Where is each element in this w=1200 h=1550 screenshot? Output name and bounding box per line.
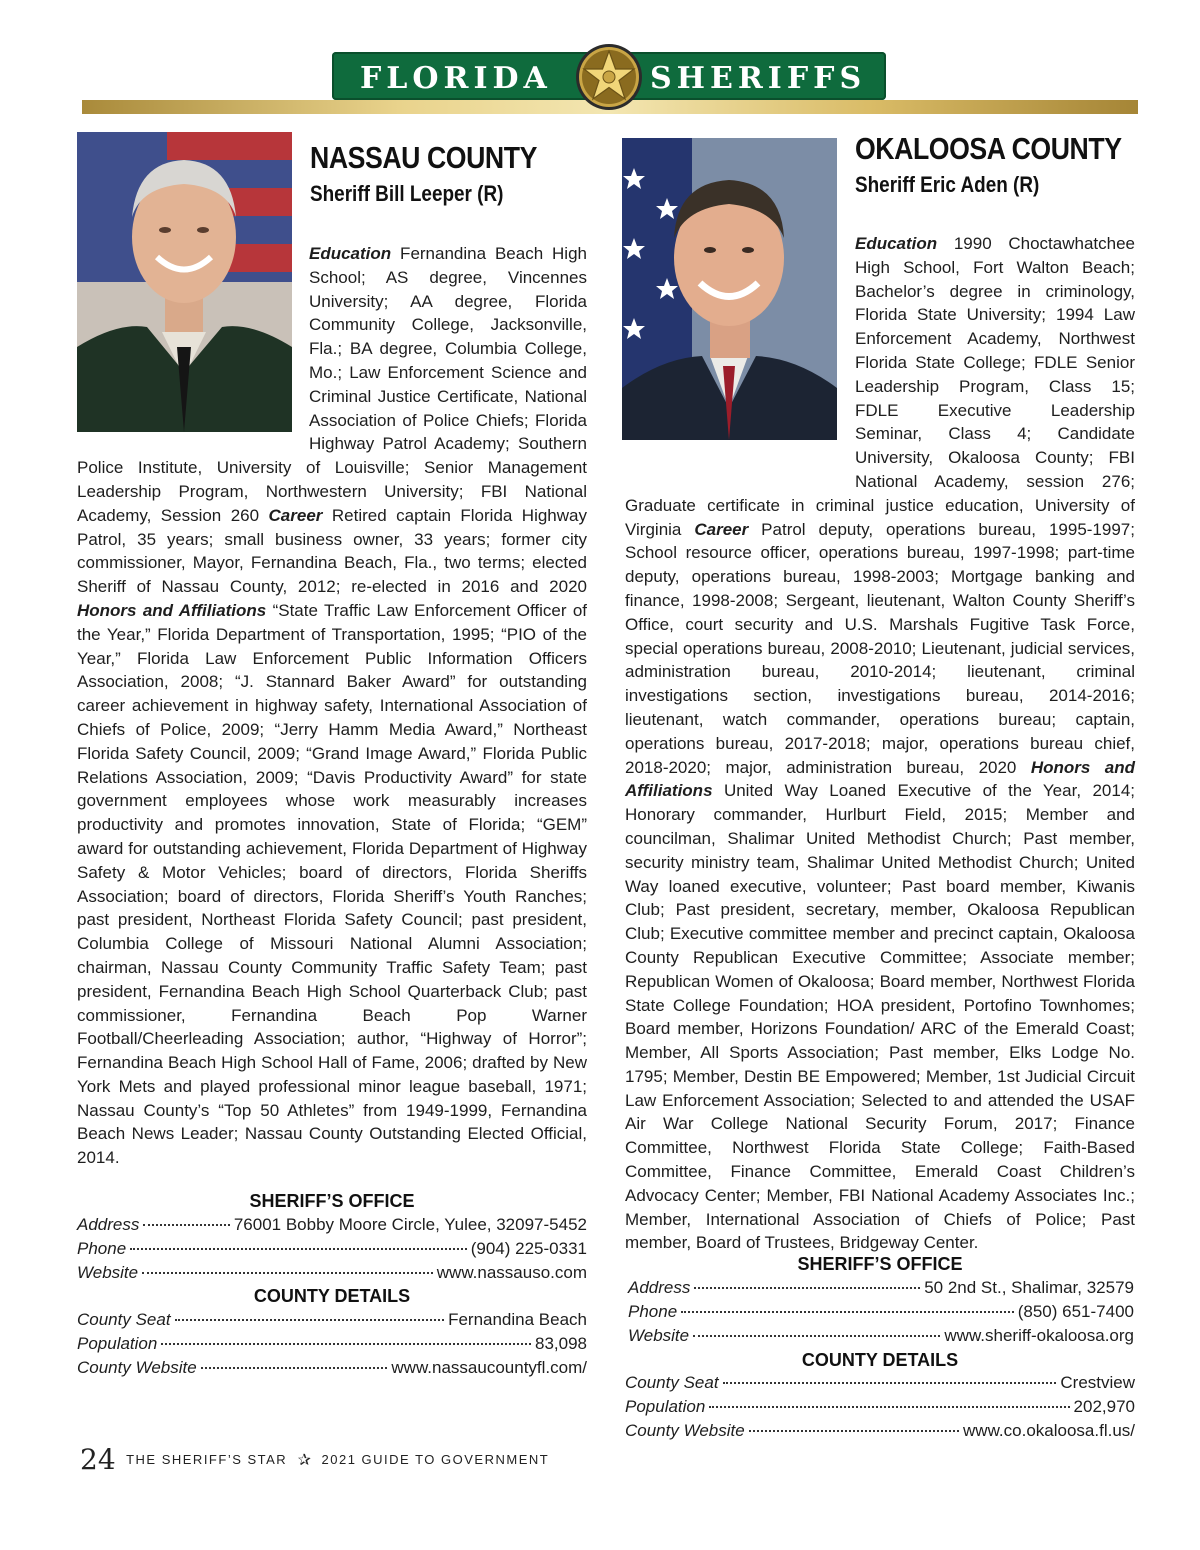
bio-label-career: Career [694, 519, 749, 539]
office-row-address: Address 50 2nd St., Shalimar, 32579 [628, 1278, 1134, 1297]
county-title-okaloosa: OKALOOSA COUNTY [855, 131, 1122, 166]
office-heading-nassau: SHERIFF’S OFFICE [249, 1191, 415, 1211]
county-row-population: Population 202,970 [625, 1397, 1135, 1416]
office-row-website: Website www.sheriff-okaloosa.org [628, 1326, 1134, 1345]
bio-label-honors: Honors and Affiliations [625, 757, 1135, 801]
bio-text-honors: United Way Loaned Executive of the Year, 2014; Honorary commander, Hurlburt Field, 2015; Member and councilman, Shalimar United Methodist Church; Past member, security ministry team, Shalimar United Methodist Church; United Way loaned executive, volunteer; Past board member, Kiwanis Club; Past president, secretary, member, Okaloosa Republican Club; Executive committee member and precinct captain, Okaloosa County Republican Executive Committee; Associate member; Republican Women of Okaloosa; Board member, Northwest Florida State College Foundation; HOA president, Portofino Townhomes; Board member, Horizons Foundation/ ARC of the Emerald Coast; Member, All Sports Association; Past member, Elks Lodge No. 1795; Member, Destin BE Empowered; Member, 1st Judicial Circuit Law Enforcement Association; Selected to and attended the USAF Air War College National Security Forum, 2017; Finance Committee, Northwest Florida State College; Faith-Based Committee, Finance Committee, Emerald Coast Children’s Advocacy Center; Member, FBI National Academy Associates Inc.; Member, International Association of Chiefs of Police; Past member, Board of Trustees, Bridgeway Center. [625, 781, 1135, 1253]
county-row-seat: County Seat Crestview [625, 1373, 1135, 1392]
office-row-phone: Phone (904) 225-0331 [77, 1239, 587, 1258]
bio-label-education: Education [309, 244, 392, 263]
page-number: 24 [80, 1443, 116, 1476]
footer-guide: 2021 GUIDE TO GOVERNMENT [321, 1452, 550, 1467]
county-row-seat: County Seat Fernandina Beach [77, 1310, 587, 1329]
county-details-heading-nassau: COUNTY DETAILS [253, 1286, 411, 1306]
header-word-florida: FLORIDA [360, 61, 552, 96]
county-row-website: County Website www.nassaucountyfl.com/ [77, 1358, 587, 1377]
office-row-website: Website www.nassauso.com [77, 1263, 587, 1282]
photo-wrap-spacer [625, 232, 855, 470]
office-row-phone: Phone (850) 651-7400 [628, 1302, 1134, 1321]
sheriff-name-aden: Sheriff Eric Aden (R) [855, 172, 1040, 197]
sheriff-name-leeper: Sheriff Bill Leeper (R) [310, 181, 504, 206]
bio-label-education: Education [855, 234, 938, 253]
county-row-population: Population 83,098 [77, 1334, 587, 1353]
bio-text-career: Retired captain Florida Highway Patrol, 35 years; small business owner, 33 years; former city commissioner, Mayor, Fernandina Beach, Fla., two terms; elected Sheriff of Nassau County, 2012; re-elected in 2016 and 2020 [77, 505, 587, 597]
photo-wrap-spacer [77, 242, 309, 456]
page-footer [80, 1443, 549, 1476]
bio-label-honors: Honors and Affiliations [77, 600, 267, 620]
county-details-heading-okaloosa: COUNTY DETAILS [801, 1350, 959, 1370]
bio-nassau [77, 242, 587, 1170]
bio-label-career: Career [268, 505, 323, 525]
footer-star-icon: ✰ [297, 1451, 312, 1469]
bio-okaloosa [625, 232, 1135, 1255]
footer-publication: THE SHERIFF’S STAR [126, 1452, 288, 1467]
county-row-website: County Website www.co.okaloosa.fl.us/ [625, 1421, 1135, 1440]
bio-text-honors: “State Traffic Law Enforcement Officer of the Year,” Florida Department of Transportation, 1995; “PIO of the Year,” Florida Law Enforcement Public Information Officers Association, 2008; “J. Stannard Baker Award” for outstanding career achievement in highway safety, International Association of Chiefs of Police, 2009; “Jerry Hamm Media Award,” Northeast Florida Safety Council, 2009; “Grand Image Award,” Florida Public Relations Association, 2009; “Davis Productivity Award” for state government employees whose work measurably increases productivity and promotes innovation, State of Florida; “GEM” award for outstanding achievement, Florida Department of Highway Safety & Motor Vehicles; board of directors, Florida Sheriffs Association; board of directors, Florida Sheriff’s Youth Ranches; past president, Northeast Florida Safety Council; past president, Columbia College of Missouri National Alumni Association; chairman, Nassau County Community Traffic Safety Team; past president, Fernandina Beach High School Quarterback Club; past commissioner, Fernandina Beach Pop Warner Football/Cheerleading Association; author, “Highway of Horror”; Fernandina Beach High School Hall of Fame, 2006; drafted by New York Mets and played professional minor league baseball, 1971; Nassau County’s “Top 50 Athletes” from 1949-1999, Fernandina Beach News Leader; Nassau County Outstanding Elected Official, 2014. [77, 600, 588, 1168]
bio-text-education: Fernandina Beach High School; AS degree, Vincennes University; AA degree, Florida Community College, Jacksonville, Fla.; BA degree, Columbia College, Mo.; Law Enforcement Science and Criminal Justice Certificate, National Association of Police Chiefs; Florida Highway Patrol Academy; Southern Police Institute, University of Louisville; Senior Management Leadership Program, Northwestern University; FBI National Academy, Session 260 [77, 244, 587, 525]
bio-text-education: 1990 Choctawhatchee High School, Fort Walton Beach; Bachelor’s degree in criminology, Florida State University; 1994 Law Enforcement Academy, Northwest Florida State College; FDLE Senior Leadership Program, Class 15; FDLE Executive Leadership Seminar, Class 4; Candidate University, Okaloosa County; FBI National Academy, session 276; Graduate certificate in criminal justice education, University of Virginia [625, 234, 1135, 539]
header-word-sheriffs: SHERIFFS [650, 61, 867, 96]
office-row-address: Address 76001 Bobby Moore Circle, Yulee, 32097-5452 [77, 1215, 587, 1234]
office-heading-okaloosa: SHERIFF’S OFFICE [797, 1254, 963, 1274]
bio-text-career: Patrol deputy, operations bureau, 1995-1997; School resource officer, operations bureau, 1997-1998; part-time deputy, operations bureau, 1998-2003; Mortgage banking and finance, 1998-2008; Sergeant, lieutenant, Walton County Sheriff’s Office, court security and U.S. Marshals Fugitive Task Force, special operations bureau, 2008-2010; Lieutenant, judicial services, administration bureau, 2010-2014; lieutenant, criminal investigations section, investigations bureau, 2014-2016; lieutenant, watch commander, operations bureau; captain, operations bureau, 2017-2018; major, operations bureau chief, 2018-2020; major, administration bureau, 2020 [625, 519, 1135, 777]
county-title-nassau: NASSAU COUNTY [310, 140, 537, 175]
sheriff-star-icon [574, 42, 644, 112]
